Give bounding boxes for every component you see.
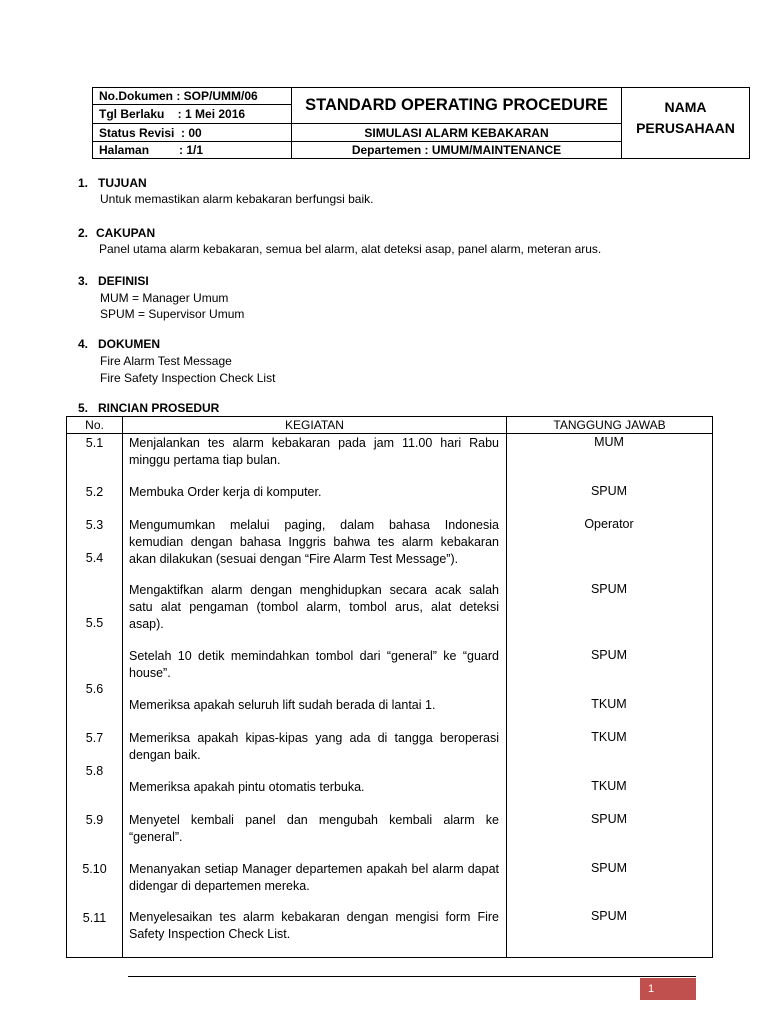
section-5-number: 5. [78,401,89,415]
department: Departemen : UMUM/MAINTENANCE [351,143,562,157]
doc-title: STANDARD OPERATING PROCEDURE [305,96,608,114]
responsible-party: TKUM [591,697,627,711]
activity-text: Mengaktifkan alarm dengan menghidupkan secara acak salah satu alat pengaman (tombol alarm, tombol arus, alat deteksi asap). [129,583,499,631]
header-tanggung-jawab: TANGGUNG JAWAB [553,418,666,432]
row-number: 5.10 [82,862,107,876]
section-1-number: 1. [78,176,89,190]
section-2-title: CAKUPAN [96,226,156,240]
row-number: 5.9 [85,813,104,827]
responsible-party: MUM [594,435,624,449]
section-1-text: Untuk memastikan alarm kebakaran berfungsi baik. [100,192,374,206]
company-name [622,97,749,139]
activity-text: Menyetel kembali panel dan mengubah kembali alarm ke “general”. [129,813,499,844]
activity-text: Memeriksa apakah seluruh lift sudah berada di lantai 1. [129,698,436,712]
row-number: 5.6 [85,682,104,696]
row-number: 5.8 [85,764,104,778]
page-number: 1 [640,978,696,1000]
responsible-party: TKUM [591,779,627,793]
responsible-party: SPUM [590,484,628,498]
section-5-title: RINCIAN PROSEDUR [98,401,220,415]
activity-text: Menyelesaikan tes alarm kebakaran dengan mengisi form Fire Safety Inspection Check List. [129,910,499,941]
section-2-text: Panel utama alarm kebakaran, semua bel alarm, alat deteksi asap, panel alarm, meteran arus. [99,242,602,256]
section-3-number: 3. [78,274,89,288]
responsible-party: TKUM [591,730,627,744]
row-number: 5.1 [85,436,104,450]
procedure-table [66,416,713,958]
section-4-number: 4. [78,337,89,351]
company-line-2: PERUSAHAAN [636,120,735,136]
document-header [92,87,750,159]
row-number: 5.3 [85,518,104,532]
row-number: 5.11 [82,911,107,925]
footer-divider [128,976,696,977]
responsible-party: SPUM [590,582,628,596]
activity-text: Memeriksa apakah kipas-kipas yang ada di tangga beroperasi dengan baik. [129,731,499,762]
row-number: 5.2 [85,485,104,499]
doc-subtitle: SIMULASI ALARM KEBAKARAN [364,126,549,140]
company-line-1: NAMA [664,99,707,115]
responsible-party: SPUM [590,861,628,875]
section-1-title: TUJUAN [98,176,147,190]
responsible-party: Operator [584,517,634,531]
section-2-number: 2. [78,226,89,240]
activity-text: Menanyakan setiap Manager departemen apakah bel alarm dapat didengar di departemen mereka. [129,862,499,893]
definition-mum: MUM = Manager Umum [100,291,229,305]
row-number: 5.5 [85,616,104,630]
document-item-2: Fire Safety Inspection Check List [100,371,276,385]
activity-text: Membuka Order kerja di komputer. [129,485,322,499]
row-number: 5.7 [85,731,104,745]
responsible-party: SPUM [590,909,628,923]
activity-text: Menjalankan tes alarm kebakaran pada jam 11.00 hari Rabu minggu pertama tiap bulan. [129,436,499,467]
activity-text: Mengumumkan melalui paging, dalam bahasa Indonesia kemudian dengan bahasa Inggris bahwa tes alarm kebakaran akan dilakukan (sesuai dengan “Fire Alarm Test Message”). [129,518,499,566]
responsible-party: SPUM [590,812,628,826]
doc-number: No.Dokumen : SOP/UMM/06 [99,89,258,103]
header-no: No. [85,418,104,432]
activity-text: Memeriksa apakah pintu otomatis terbuka. [129,780,365,794]
revision-status: Status Revisi : 00 [99,126,202,140]
row-number: 5.4 [85,551,104,565]
page-info: Halaman : 1/1 [99,143,204,157]
activity-text: Setelah 10 detik memindahkan tombol dari “general” ke “guard house”. [129,649,499,680]
responsible-party: SPUM [590,648,628,662]
section-3-title: DEFINISI [98,274,149,288]
section-4-title: DOKUMEN [98,337,160,351]
header-kegiatan: KEGIATAN [285,418,344,432]
definition-spum: SPUM = Supervisor Umum [100,307,245,321]
document-item-1: Fire Alarm Test Message [100,354,232,368]
effective-date: Tgl Berlaku : 1 Mei 2016 [99,107,246,121]
